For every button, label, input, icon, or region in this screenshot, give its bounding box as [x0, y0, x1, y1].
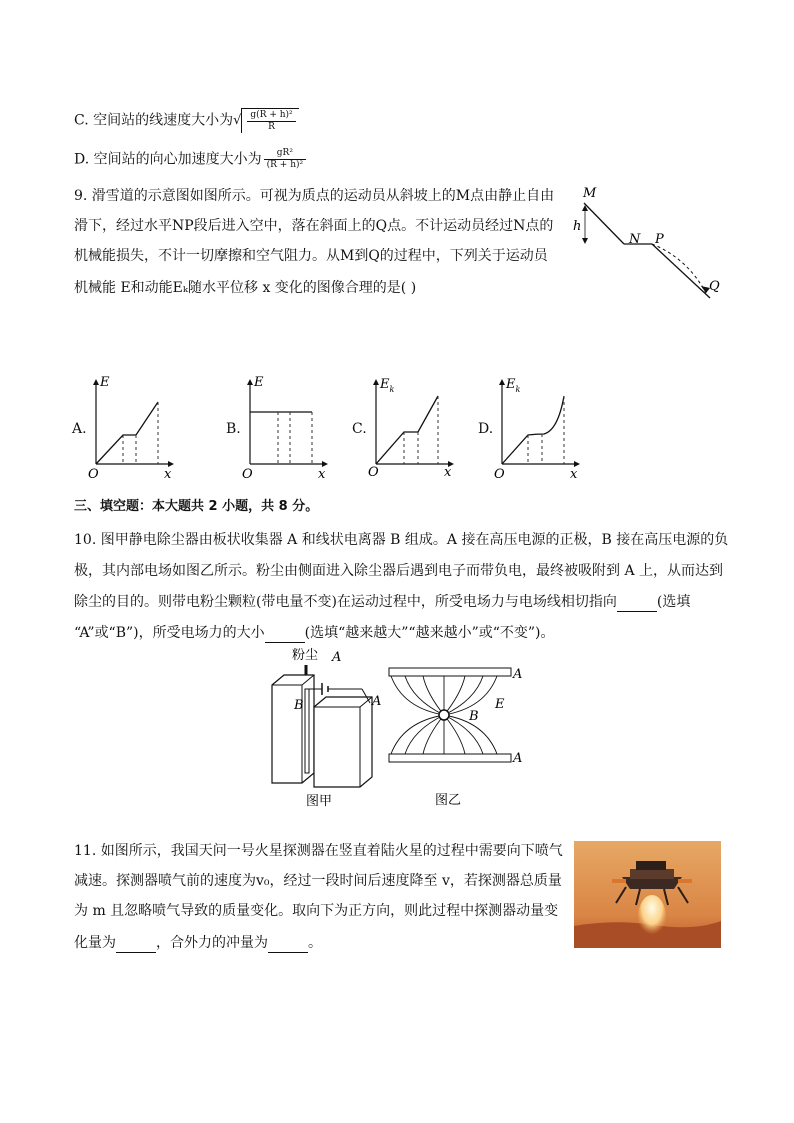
answer-blank-2[interactable]: [265, 628, 305, 643]
plate-a-top: [389, 668, 511, 676]
label-a-right: A: [372, 694, 382, 709]
y-axis-subscript: k: [515, 385, 521, 394]
label-p: P: [655, 232, 664, 247]
fraction-denominator: R: [268, 122, 275, 132]
label-e: E: [495, 697, 505, 712]
collector-plate-front: [314, 697, 372, 787]
q11-line-4-mid: ，合外力的冲量为: [156, 935, 268, 951]
slope-mn: [584, 203, 624, 244]
q11-line-4: [74, 933, 322, 953]
answer-blank-1[interactable]: [617, 597, 657, 612]
q10-line-4-text: “A”或“B”)，所受电场力的大小: [74, 625, 265, 641]
choice-d-label: D.: [478, 421, 494, 437]
origin-label: O: [494, 467, 505, 482]
label-n: N: [629, 232, 641, 247]
q11-line-1: 11. 如图所示，我国天问一号火星探测器在竖直着陆火星的过程中需要向下喷气: [74, 843, 563, 859]
precipitator-figure-jia: [262, 643, 392, 813]
mars-lander-illustration: [574, 841, 721, 948]
label-dust: 粉尘: [292, 648, 319, 663]
choice-a-label: A.: [72, 421, 87, 437]
ionizer-wire: [305, 689, 309, 773]
label-a-top: A: [332, 650, 342, 665]
q9-line-1: 9. 滑雪道的示意图如图所示。可视为质点的运动员从斜坡上的M点由静止自由: [74, 188, 555, 204]
y-axis-label: [505, 377, 521, 394]
choice-c-label: C.: [352, 421, 367, 437]
q10-line-2: 极，其内部电场如图乙所示。粉尘由侧面进入除尘器后遇到电子而带负电，最终被吸附到 A 上，从而达到: [74, 563, 724, 579]
y-axis-arrow: [93, 379, 99, 385]
q8-option-c: [74, 108, 299, 133]
q9-line-4: 机械能 E和动能Eₖ随水平位移 x 变化的图像合理的是( ): [74, 280, 417, 296]
label-a-bottom: A: [513, 751, 523, 766]
answer-blank-4[interactable]: [268, 938, 308, 953]
q10-line-3-text: 除尘的目的。则带电粉尘颗粒(带电量不变)在运动过程中，所受电场力与电场线相切指向: [74, 594, 617, 610]
choice-d-graph: [492, 372, 587, 482]
origin-label: O: [88, 467, 99, 482]
height-arrow-down: [582, 238, 588, 244]
mars-lander-image: [574, 841, 721, 948]
y-axis-arrow: [373, 379, 379, 385]
q10-line-3-tail: (选填: [656, 594, 691, 610]
q8-option-c-text: C. 空间站的线速度大小为: [74, 112, 234, 129]
q8-option-d-text: D. 空间站的向心加速度大小为: [74, 151, 262, 168]
origin-label: O: [242, 467, 253, 482]
graph-curve: [502, 396, 564, 464]
fraction-expression: [264, 148, 306, 171]
label-q: Q: [709, 279, 720, 294]
q9-line-2: 滑下，经过水平NP段后进入空中，落在斜面上的Q点。不计运动员经过N点的: [74, 218, 554, 234]
y-axis-main: E: [380, 377, 390, 392]
section-heading: 三、填空题：本大题共 2 小题，共 8 分。: [74, 499, 319, 514]
caption-yi: 图乙: [435, 793, 462, 808]
q11-line-4-text: 化量为: [74, 935, 116, 951]
fraction-numerator: g(R + h)²: [247, 110, 295, 122]
choice-c-graph: [366, 372, 461, 482]
answer-blank-3[interactable]: [116, 938, 156, 953]
field-figure-yi: [383, 664, 533, 814]
graph-curve: [96, 402, 158, 464]
q10-line-1: 10. 图甲静电除尘器由板状收集器 A 和线状电离器 B 组成。A 接在高压电源的正极，B 接在高压电源的负: [74, 532, 729, 548]
y-axis-arrow: [247, 379, 253, 385]
y-axis-subscript: k: [389, 385, 395, 394]
label-b: B: [294, 698, 304, 713]
q11-line-3: 为 m 且忽略喷气导致的质量变化。取向下为正方向，则此过程中探测器动量变: [74, 903, 559, 919]
y-axis-label: [379, 377, 395, 394]
q11-line-4-end: 。: [308, 935, 322, 951]
q8-option-d: [74, 148, 306, 171]
choice-a-graph: [86, 372, 181, 482]
x-axis-label: x: [570, 467, 578, 482]
label-m: M: [583, 186, 597, 201]
label-h: h: [573, 219, 582, 234]
caption-jia: 图甲: [306, 794, 333, 809]
fraction-numerator: gR²: [264, 148, 306, 160]
x-axis-label: x: [444, 465, 452, 480]
q10-line-4: [74, 623, 555, 643]
y-axis-label: E: [100, 375, 110, 390]
y-axis-arrow: [499, 379, 505, 385]
ionizer-b: [439, 710, 449, 720]
x-axis-label: x: [318, 467, 326, 482]
x-axis-label: x: [164, 467, 172, 482]
slope-pq: [652, 244, 710, 298]
q10-line-4-tail: (选填“越来越大”“越来越小”或“不变”)。: [304, 625, 555, 641]
q9-line-3: 机械能损失，不计一切摩擦和空气阻力。从M到Q的过程中，下列关于运动员: [74, 248, 548, 264]
sqrt-expression: √ $\frac{\text{g(R + h)²}}{R}$: [233, 108, 299, 133]
q10-line-3: [74, 592, 690, 612]
y-axis-label: E: [254, 375, 264, 390]
ski-slope-figure: [565, 180, 735, 310]
y-axis-main: E: [506, 377, 516, 392]
plate-a-bottom: [389, 754, 511, 762]
graph-curve: [376, 396, 438, 464]
origin-label: O: [368, 465, 379, 480]
choice-b-graph: [240, 372, 335, 482]
label-a-top: A: [513, 667, 523, 682]
fraction-denominator: (R + h)²: [266, 160, 304, 170]
choice-b-label: B.: [226, 421, 241, 437]
thruster-plume: [638, 895, 666, 939]
q11-line-2: 减速。探测器喷气前的速度为v₀，经过一段时间后速度降至 v，若探测器总质量: [74, 873, 562, 889]
label-b: B: [469, 709, 479, 724]
